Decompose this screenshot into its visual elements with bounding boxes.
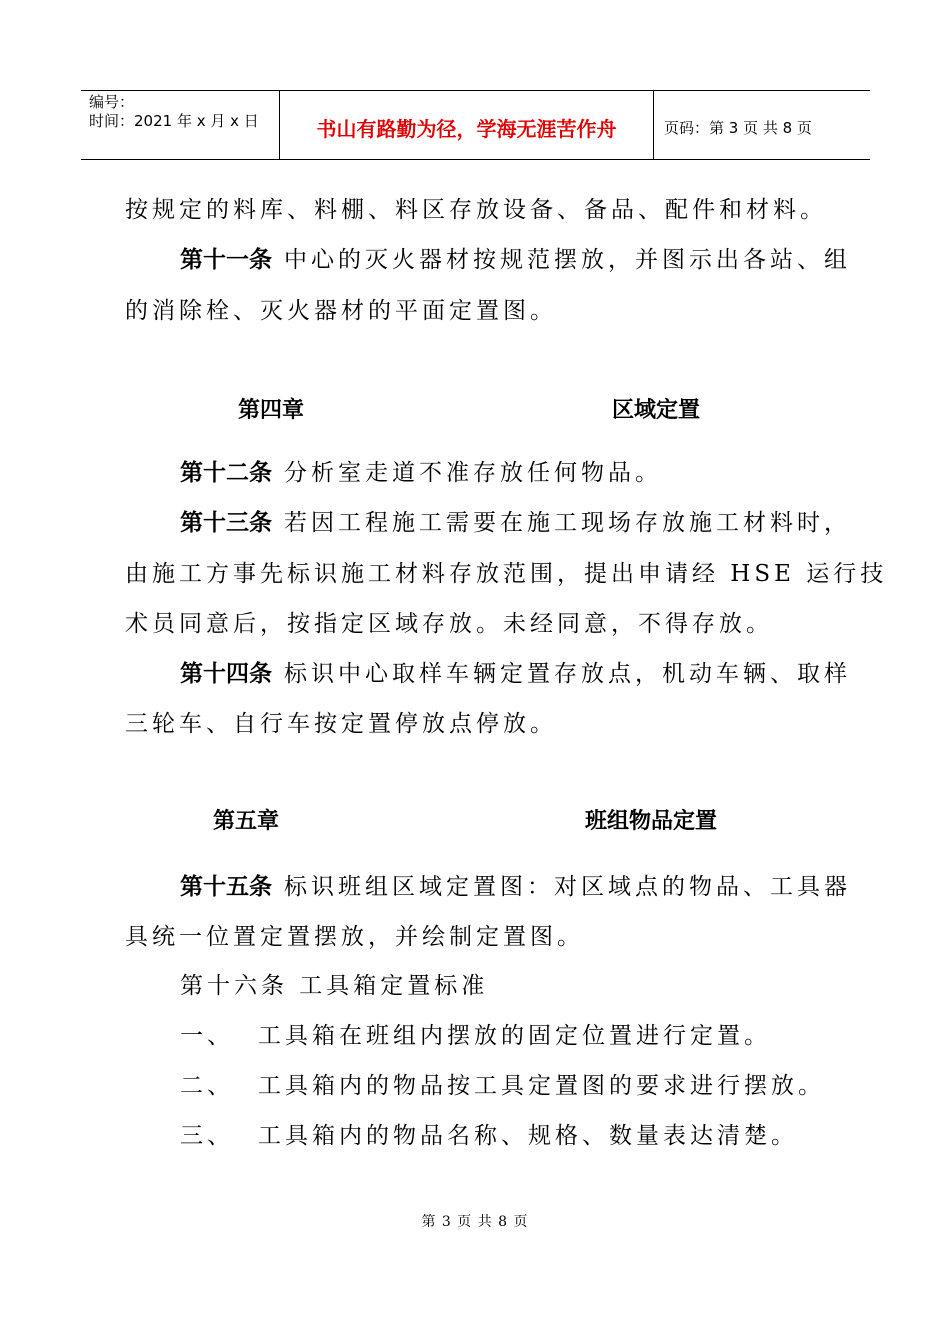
article-11-continuation: 的消除栓、灭火器材的平面定置图。 [125,298,557,324]
article-11-lead: 第十一条 [180,247,272,273]
chapter-5-title: 班组物品定置 [585,809,718,834]
article-12-text: 分析室走道不准存放任何物品。 [284,460,662,486]
article-15-lead: 第十五条 [180,874,272,900]
document-time-label: 时间：2021 年 x 月 x 日 [89,112,259,130]
article-14-text: 标识中心取样车辆定置存放点，机动车辆、取样 [284,661,851,687]
article-12-lead: 第十二条 [180,460,272,486]
list-item [180,1021,771,1051]
list-item-number: 三、 [180,1123,234,1149]
list-item-text: 工具箱内的物品按工具定置图的要求进行摆放。 [258,1073,825,1099]
page-footer: 第 3 页 共 8 页 [421,1214,529,1230]
article-15-continuation: 具统一位置定置摆放，并绘制定置图。 [125,924,584,950]
article-11-text: 中心的灭火器材按规范摆放，并图示出各站、组 [284,247,851,273]
list-item-number: 一、 [180,1023,234,1049]
article-13-lead: 第十三条 [180,510,272,536]
header-meta [81,91,280,159]
article-13-continuation-1: 由施工方事先标识施工材料存放范围，提出申请经 HSE 运行技 [125,561,888,587]
chapter-4-number: 第四章 [238,398,305,423]
list-item-text: 工具箱在班组内摆放的固定位置进行定置。 [258,1023,771,1049]
header-page-info: 页码：第 3 页 共 8 页 [664,118,812,137]
article-16: 第十六条 工具箱定置标准 [180,973,489,999]
list-item [180,1071,825,1101]
paragraph-line: 按规定的料库、料棚、料区存放设备、备品、配件和材料。 [125,197,827,223]
chapter-4-title: 区域定置 [612,398,701,423]
article-15 [180,872,851,902]
article-11 [180,245,851,275]
list-item-number: 二、 [180,1073,234,1099]
list-item-text: 工具箱内的物品名称、规格、数量表达清楚。 [258,1123,798,1149]
article-15-text: 标识班组区域定置图：对区域点的物品、工具器 [284,874,851,900]
list-item [180,1121,798,1151]
chapter-5-number: 第五章 [213,809,280,834]
page-header [81,90,870,160]
article-12 [180,458,662,488]
header-motto: 书山有路勤为径，学海无涯苦作舟 [280,91,654,159]
article-13-continuation-2: 术员同意后，按指定区域存放。未经同意，不得存放。 [125,611,773,637]
article-13 [180,508,851,538]
document-number-label: 编号： [89,93,135,111]
article-14 [180,659,851,689]
article-13-text: 若因工程施工需要在施工现场存放施工材料时， [284,510,851,536]
article-14-continuation: 三轮车、自行车按定置停放点停放。 [125,711,557,737]
article-14-lead: 第十四条 [180,661,272,687]
